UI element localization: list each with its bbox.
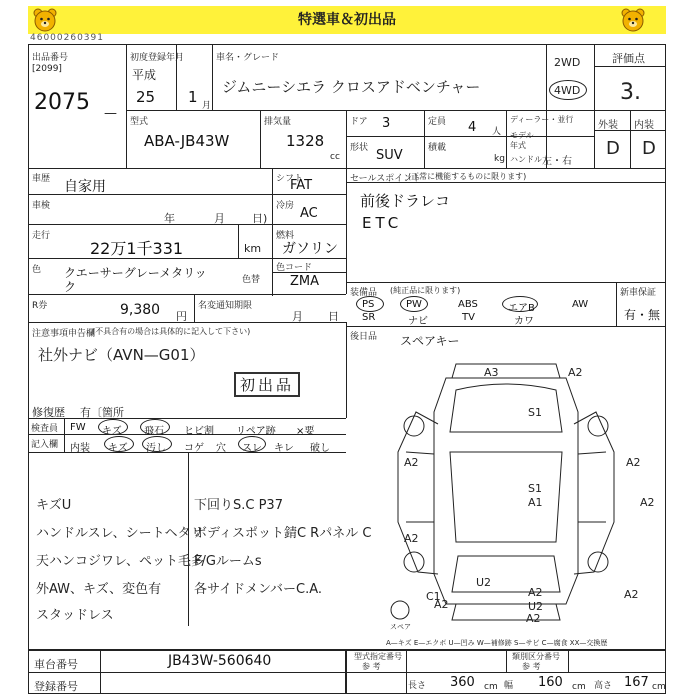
equipment-label: 装備品: [350, 288, 378, 298]
mark-u2-rear: U2: [528, 600, 544, 613]
note-right-2: ボディスポット錆C Rパネル C: [194, 526, 372, 541]
spec-length-label: 長さ: [408, 681, 427, 691]
spec-height-label: 高さ: [594, 681, 613, 691]
after-items-value: スペアキー: [400, 334, 460, 348]
load-unit: kg: [494, 154, 505, 164]
check-scratch-circle: [98, 419, 128, 435]
check-int-scratch-circle: [104, 436, 134, 452]
mark-a2-rear-left: A2: [434, 598, 449, 611]
lot-dash: —: [104, 106, 117, 121]
spec-l1: 型式指定番号: [354, 652, 402, 661]
seats-unit: 人: [492, 127, 502, 137]
handle-label: ハンドル: [510, 155, 542, 164]
mileage-label: 走行: [32, 231, 51, 241]
mark-a2-front-right: A2: [568, 366, 583, 379]
salespoint-line1: 前後ドラレコ: [360, 192, 451, 210]
repair-value: 有〔箇所: [80, 406, 124, 419]
drive-2wd: 2WD: [554, 56, 581, 69]
ac-value: AC: [300, 206, 318, 221]
equip-leather: カワ: [514, 316, 534, 327]
equip-airbag: エアB: [508, 303, 535, 314]
check-interior: 内装: [70, 443, 90, 454]
equip-sr: SR: [362, 312, 376, 323]
checks-label-1: 検査員: [31, 424, 59, 434]
shift-value: FAT: [290, 178, 313, 193]
spec-width-label: 幅: [504, 681, 514, 691]
modelyear-label-1: モデル: [510, 131, 534, 140]
doors-label: ドア: [350, 117, 368, 127]
load-label: 積載: [428, 143, 447, 153]
handle-opts: 左・右: [542, 156, 572, 167]
car-damage-diagram: [346, 342, 666, 634]
notice-month: 月: [292, 310, 303, 323]
color-label: 色: [32, 265, 42, 275]
equip-navi: ナビ: [408, 316, 428, 327]
attention-value: 社外ナビ（AVN—G01）: [38, 346, 205, 364]
note-left-2: ハンドルスレ、シートヘタリ: [36, 526, 204, 541]
mark-a1-roof: A1: [528, 496, 543, 509]
lot-label: 出品番号: [32, 53, 69, 63]
note-left-1: キズU: [36, 498, 72, 513]
name-label: 車名・グレード: [216, 53, 280, 63]
lot-number: 2075: [34, 90, 90, 115]
recycle-label: R券: [32, 301, 48, 311]
note-left-4: 外AW、キズ、変色有: [36, 582, 162, 597]
chassis-number: JB43W-560640: [168, 653, 272, 669]
color-value-2: ク: [64, 280, 77, 294]
equip-aw: AW: [572, 299, 589, 310]
dealer-label: ディーラー・並行: [510, 115, 574, 124]
spec-height-unit: cm: [652, 682, 666, 692]
note-left-5: スタッドレス: [36, 608, 114, 623]
equip-pw: PW: [406, 299, 422, 310]
regno-label: 登録番号: [34, 680, 78, 693]
notice-label: 名変通知期限: [198, 301, 253, 311]
mark-a2-rear-right: A2: [624, 588, 639, 601]
model-label: 型式: [130, 117, 149, 127]
engine-unit: cc: [330, 152, 340, 162]
score-label: 評価点: [612, 52, 645, 65]
equipment-note: (純正品に限ります): [390, 286, 461, 295]
bear-mascot-icon: [620, 7, 646, 33]
mark-u2-rear-left: U2: [476, 576, 492, 589]
engine-value: 1328: [286, 132, 325, 150]
reg-era: 平成: [132, 68, 157, 82]
check-cut: キレ: [274, 443, 294, 454]
seats-value: 4: [468, 120, 477, 135]
equip-ps: PS: [362, 299, 375, 310]
after-items-label: 後日品: [350, 332, 378, 342]
header-title: 特選車＆初出品: [298, 12, 396, 28]
warranty-value: 有・無: [624, 308, 661, 322]
salespoint-line2: ETC: [362, 214, 403, 232]
damage-legend: A—キズ E—エクボ U—凹み W—補修跡 S—サビ C—腐食 XX—交換歴: [386, 639, 608, 647]
drive-4wd: 4WD: [554, 84, 581, 97]
mileage-unit: km: [244, 242, 262, 255]
equip-pw-circle: [400, 296, 428, 312]
colorchange-label: 色替: [242, 275, 261, 285]
check-scratch: キズ: [102, 426, 122, 437]
top-numbers: 46000260391: [30, 33, 104, 43]
spec-l2: 類別区分番号: [512, 652, 560, 661]
check-scuff: スレ: [242, 443, 262, 454]
lot-sub: [2099]: [32, 64, 62, 74]
recycle-value: 9,380: [120, 302, 161, 318]
mark-a2-right-front: A2: [626, 456, 641, 469]
reg-year: 25: [136, 88, 156, 106]
color-value-1: クエーサーグレーメタリッ: [64, 266, 207, 280]
checks-label-2: 記入欄: [31, 440, 59, 450]
colorcode-value: ZMA: [290, 274, 320, 289]
spec-l2b: 参 考: [522, 662, 541, 671]
mark-a2-right-mid: A2: [640, 496, 655, 509]
attention-note: (不具合有の場合は具体的に記入して下さい): [92, 327, 251, 336]
interior-label: 内装: [634, 120, 654, 131]
salespoint-label: セールスポイント: [350, 174, 422, 184]
spec-length-unit: cm: [484, 682, 498, 692]
spec-length: 360: [450, 675, 475, 690]
inspection-day: 日): [252, 212, 268, 225]
check-int-scratch: キズ: [108, 443, 128, 454]
spec-height: 167: [624, 675, 649, 690]
attention-label: 注意事項申告欄: [32, 329, 96, 339]
colorcode-label: 色コード: [276, 263, 313, 273]
note-right-3: F/Gルームs: [194, 554, 262, 569]
chassis-label: 車台番号: [34, 658, 78, 671]
mark-a2-rear-gate: A2: [528, 586, 543, 599]
reg-label: 初度登録年月: [130, 53, 185, 63]
check-scuff-circle: [238, 436, 266, 452]
check-burn: コゲ: [184, 443, 204, 454]
spec-width-unit: cm: [572, 682, 586, 692]
mark-s1-roof: S1: [528, 482, 542, 495]
bear-mascot-icon: [32, 7, 58, 33]
exterior-label: 外装: [598, 120, 618, 131]
model-code: ABA-JB43W: [144, 132, 230, 150]
use-value: 自家用: [64, 179, 106, 195]
warranty-label: 新車保証: [620, 288, 657, 298]
shift-label: シフト: [276, 174, 304, 184]
check-dirt: 汚し: [146, 443, 166, 454]
notice-day: 日: [328, 310, 339, 323]
fuel-value: ガソリン: [282, 241, 338, 257]
spare-label: スペア: [390, 623, 411, 631]
fuel-label: 燃料: [276, 231, 295, 241]
score-value: 3.: [620, 80, 641, 105]
use-label: 車歴: [32, 174, 51, 184]
inspection-label: 車検: [32, 201, 51, 211]
body-label: 形状: [350, 143, 369, 153]
engine-label: 排気量: [264, 117, 292, 127]
inspection-month: 月: [214, 212, 225, 225]
salespoint-note: (正常に機能するものに限ります): [408, 172, 527, 181]
note-right-1: 下回りS.C P37: [194, 498, 283, 513]
reg-month: 1: [188, 88, 198, 106]
reg-month-unit: 月: [202, 101, 212, 111]
check-tear: 破し: [310, 443, 330, 454]
inspection-year: 年: [164, 212, 175, 225]
header-banner: [28, 6, 666, 34]
check-need: ×要: [296, 426, 315, 437]
ac-label: 冷房: [276, 201, 295, 211]
check-fw: FW: [70, 422, 86, 433]
seats-label: 定員: [428, 117, 447, 127]
spec-width: 160: [538, 675, 563, 690]
equip-ps-circle: [356, 296, 384, 312]
equip-airbag-circle: [502, 296, 538, 312]
body-value: SUV: [376, 148, 403, 163]
doors-value: 3: [382, 116, 391, 131]
exterior-grade: D: [606, 138, 620, 159]
recycle-unit: 円: [176, 310, 187, 323]
equip-tv: TV: [462, 312, 475, 323]
mark-a2-bumper: A2: [526, 612, 541, 625]
mark-a3-front: A3: [484, 366, 499, 379]
drive-4wd-circle: [549, 80, 587, 100]
check-chip: 飛石: [144, 426, 164, 437]
check-crack: ヒビ割: [184, 426, 214, 437]
spec-l1b: 参 考: [362, 662, 381, 671]
first-listing-stamp: 初出品: [234, 372, 300, 397]
note-right-4: 各サイドメンバーC.A.: [194, 582, 323, 597]
note-left-3: 天ハンコジワレ、ペット毛多: [36, 554, 204, 569]
equip-abs: ABS: [458, 299, 478, 310]
check-hole: 穴: [216, 443, 226, 454]
check-repair: リペア跡: [236, 426, 276, 437]
mark-c1: C1: [426, 590, 441, 603]
auction-sheet: [28, 44, 666, 694]
mark-a2-left-rear: A2: [404, 532, 419, 545]
interior-grade: D: [642, 138, 656, 159]
check-dirt-circle: [142, 436, 172, 452]
repair-label: 修復歴: [32, 406, 65, 419]
mark-s1-hood: S1: [528, 406, 542, 419]
mileage-value: 22万1千331: [90, 239, 184, 258]
check-chip-circle: [140, 419, 170, 435]
mark-a2-left-front: A2: [404, 456, 419, 469]
car-name-grade: ジムニーシエラ クロスアドベンチャー: [222, 78, 481, 96]
modelyear-label-2: 年式: [510, 141, 526, 150]
